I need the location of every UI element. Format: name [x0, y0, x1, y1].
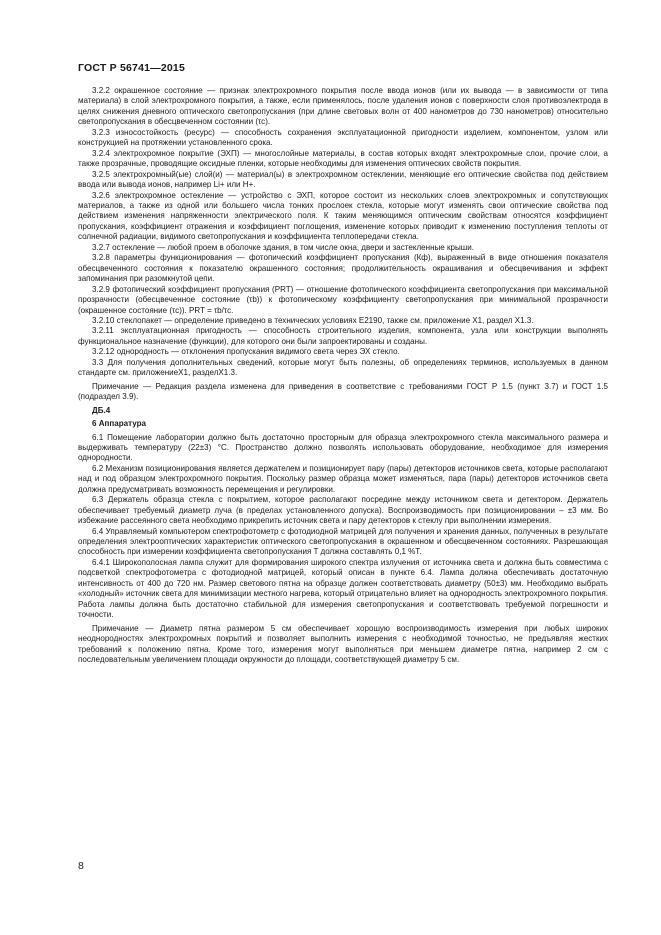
- paragraph: 3.2.9 фотопический коэффициент пропускания (PRT) — отношение фотопического коэффициента светопропускания при максимальной прозрачности (обесцвеченное состояние (τb)) к фотопическому коэффициенту светопропускания при минимальной прозрачности (окрашенное состояние (τc)). PRT = τb/τc.: [78, 284, 608, 315]
- paragraph: 3.2.6 электрохромное остекление — устройство с ЭХП, которое состоит из нескольких слоев электрохромных и сопутствующих материалов, а также из одной или большего числа тонких прослоек стекла, которые могут изменять свои оптические свойства под действием изменения напряженности электрического поля. К таким меняющимся оптическим свойствам относятся коэффициент пропускания, коэффициент отражения и коэффициент поглощения, изменение которых приводит к изменению поступления теплоты от солнечной радиации, видимого светопропускания и коэффициента теплопередачи стекла.: [78, 190, 608, 242]
- paragraph: 3.2.12 однородность — отклонения пропускания видимого света через ЭХ стекло.: [92, 347, 400, 357]
- section-heading: ДБ.4: [92, 405, 111, 415]
- paragraph: 3.2.8 параметры функционирования — фотопический коэффициент пропускания (Кф), выраженный в виде отношения показателя обесцвеченного состояния к показателю окрашенного состояния; продолжительность окрашивания и обесцвечивания и эффект запоминания при разомкнутой цепи.: [78, 253, 608, 284]
- paragraph: 3.2.10 стеклопакет — определение приведено в технических условиях E2190, также см. приложение X1, раздел X1.3.: [92, 315, 534, 325]
- paragraph: 3.2.7 остекление — любой проем в оболочке здания, в том числе окна, двери и застекленные крыши.: [92, 242, 474, 252]
- paragraph: 3.2.3 износостойкость (ресурс) — способность сохранения эксплуатационной пригодности изделием, компонентом, узлом или конструкцией на протяжении установленного срока.: [78, 127, 608, 148]
- paragraph: 3.2.4 электрохромное покрытие (ЭХП) — многослойные материалы, в состав которых входят электрохромные слои, прочие слои, а также прозрачные, проводящие оксидные пленки, которые необходимы для изменения оптических свойств покрытия.: [78, 148, 608, 169]
- document-header: ГОСТ Р 56741—2015: [78, 62, 186, 74]
- paragraph: 3.2.11 эксплуатационная пригодность — способность строительного изделия, компонента, узла или конструкции выполнять функциональное назначение (функции), для которого они были запроектированы и созданы.: [78, 326, 608, 346]
- paragraph: 6.4.1 Широкополосная лампа служит для формирования широкого спектра излучения от источника света и должна быть совместима с подсветкой спектрофотометра с фотодиодной матрицей, который описан в пункте 6.4. Лампа должна обеспечивать достаточную интенсивность от 400 до 720 нм. Размер светового пятна на образце должен соответствовать диаметру (50±3) мм. Необходимо выбрать «холодный» источник света для минимизации местного нагрева, который отрицательно влияет на однородность электрохромного покрытия. Работа лампы должна быть достаточно стабильной для измерения светопропускания и соответствовать требуемой погрешности и точности.: [78, 557, 608, 620]
- section-heading: 6 Аппаратура: [92, 419, 147, 429]
- paragraph: 3.2.5 электрохромный(ые) слой(и) — материал(ы) в электрохромном остеклении, меняющие его оптические свойства под действием ввода или вывода ионов, например Li+ или H+.: [78, 169, 608, 190]
- page-number: 8: [78, 860, 84, 872]
- paragraph: 6.2 Механизм позиционирования является держателем и позиционирует пару (пары) детекторов источников света, которые располагают над и под образцом электрохромного покрытия. Поскольку размер образца может изменяться, пара (пары) детекторов источников света должна предусматривать возможность перемещения и регулировки.: [78, 463, 608, 494]
- paragraph: 6.1 Помещение лаборатории должно быть достаточно просторным для образца электрохромного стекла максимального размера и выдерживать температуру (22±3) °C. Пространство должно позволять использовать оборудование, необходимое для измерения однородности.: [78, 432, 608, 463]
- paragraph: 6.4 Управляемый компьютером спектрофотометр с фотодиодной матрицей для получения и хранения данных, полученных в результате определения электрооптических характеристик оптического светопропускания в окрашенном и обесцвеченном состояниях. Разрешающая способность при измерении коэффициента светопропускания T должна составлять 0,1 %T.: [78, 526, 608, 557]
- page-body: [78, 86, 608, 665]
- note-paragraph: Примечание — Диаметр пятна размером 5 см обеспечивает хорошую воспроизводимость измерения при любых широких неоднородностях электрохромных покрытий и позволяет выполнить измерения с необходимой точностью, не предъявляя жестких требований к положению пятна. Кроме того, измерения могут выполняться при меньшем диаметре пятна, например 2 см с последовательным увеличением площади окружности до площади, соответствующей диаметру 5 см.: [78, 623, 608, 665]
- note-paragraph: Примечание — Редакция раздела изменена для приведения в соответствие с требованиями ГОСТ Р 1.5 (пункт 3.7) и ГОСТ 1.5 (подраздел 3.9).: [78, 381, 608, 402]
- paragraph: 3.3 Для получения дополнительных сведений, которые могут быть полезны, об определениях терминов, используемых в данном стандарте см. приложениеX1, разделX1.3.: [78, 357, 608, 378]
- paragraph: 3.2.2 окрашенное состояние — признак электрохромного покрытия после ввода ионов (или их вывода — в зависимости от типа материала) в слой электрохромного покрытия, а также, если применялось, после удаления ионов с поверхности слоя противоэлектрода в целях снижения дневного оптического светопропускания (при длине световых волн от 400 нанометров до 730 нанометров) относительно светопропускания в обесцвеченном состоянии (τc).: [78, 86, 608, 127]
- paragraph: 6.3 Держатель образца стекла с покрытием, которое располагают посредине между источником света и детектором. Держатель обеспечивает требуемый диаметр луча (в пределах установленного допуска). Воспроизводимость при позиционировании – ±3 мм. Во избежание рассеянного света необходимо прикрепить источник света и пару детекторов к стеклу при выполнении измерения.: [78, 495, 608, 526]
